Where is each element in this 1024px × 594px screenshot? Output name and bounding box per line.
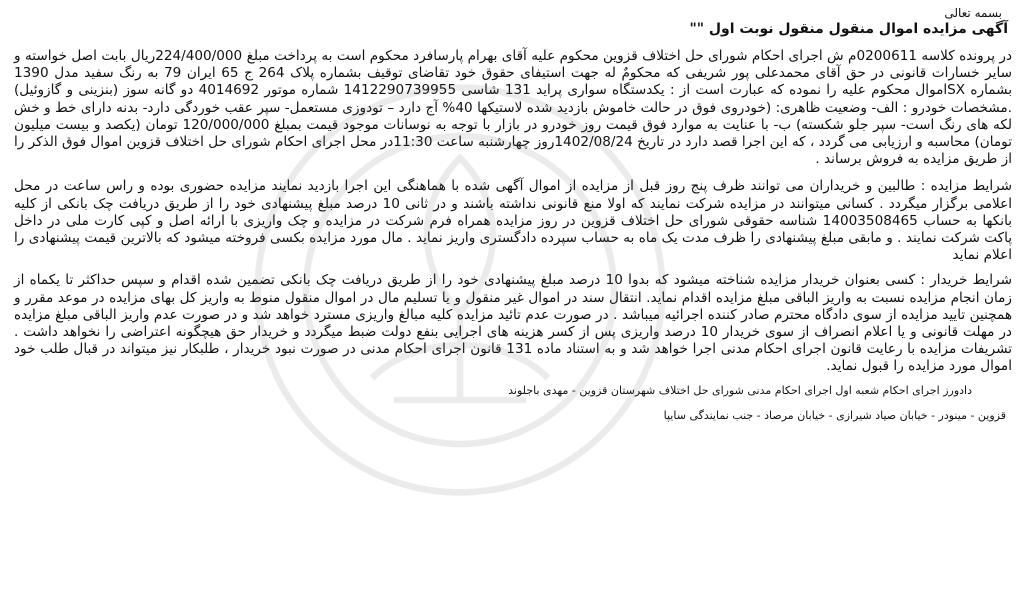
auction-conditions-paragraph: شرایط مزایده : طالبین و خریداران می توانند ظرف پنج روز قبل از مزایده از اموال آگهی شده با هماهنگی این اجرا بازدید نمایند مزایده حضوری بوده و راس ساعت در محل اعلامی برگزار میگردد . کسانی میتوانند در مزایده شرکت نمایند که اولا منع قانونی نداشته باشند و در ثانی 10 درصد مبلغ پیشنهادی خود را از طریق دریافت چک بانکی از کلیه بانکها به حساب 14003508465 شناسه حقوقی شورای حل اختلاف قزوین در روز مزایده همراه فرم شرکت در مزایده و چک واریزی با ارائه اصل و کپی کارت ملی در داخل پاکت شرکت نمایند . و مابقی مبلغ پیشنهادی را ظرف مدت یک ماه به حساب سپرده دادگستری واریز نماید . مال مورد مزایده بکسی فروخته میشود که بالاترین قیمت پیشنهادی را اعلام نماید: [14, 178, 1012, 264]
buyer-conditions-paragraph: شرایط خریدار : کسی بعنوان خریدار مزایده شناخته میشود که بدوا 10 درصد مبلغ پیشنهادی خود را از طریق دریافت چک بانکی تضمین شده اقدام و سپس حداکثر تا یکماه از زمان انجام مزایده نسبت به واریز الباقی مبلغ مزایده اقدام نماید. انتقال سند در اموال غیر منقول و یا تسلیم مال در اموال منقول منوط به واریز کل بهای مزایده در موعد مقرر و همچنین تایید مزایده از سوی دادگاه محترم صادر کننده اجرائیه میباشد . در صورت عدم تائید مزایده کلیه مبالغ واریزی مسترد خواهد شد و در صورت عدم واریز الباقی مبلغ مزایده در مهلت قانونی و یا اعلام انصراف از سوی خریدار 10 درصد واریزی پس از کسر هزینه های اجرایی بنفع دولت ضبط میگردد و خریدار حق هیچگونه اعتراضی را نخواهد داشت . تشریفات مزایده با رعایت قانون اجرای احکام مدنی اجرا خواهد شد و به استناد ماده 131 قانون اجرای احکام مدنی در صورت نبود خریدار ، طلبکار نیز میتواند در قبال طلب خود اموال مورد مزایده را قبول نماید.: [14, 272, 1012, 375]
invocation: بسمه تعالی: [944, 6, 1002, 20]
case-paragraph: در پرونده کلاسه 0200611م ش اجرای احکام شورای حل اختلاف قزوین محکوم علیه آقای بهرام پارسافرد محکوم است به پرداخت مبلغ 224/400/000ریال بابت اصل خواسته و سایر خسارات قانونی در حق آقای محمدعلی پور شریفی که محکومٌ له جهت استیفای حقوق خود تقاضای توقیف بشماره پلاک 264 ج 65 ایران 79 به رنگ سفید مدل 1390 بشماره SXاموال محکوم علیه را نموده که عبارت است از : یکدستگاه سواری پراید 131 شاسی 1412290739955 شماره موتور 4014692 دو گانه سوز (بنزینی و گازوئیل) .مشخصات خودرو : الف- وضعیت ظاهری: (خودروی فوق در حالت خاموش بازدید شده لاستیکها 40% آج دارد – تودوزی مستعمل- سپر عقب خوردگی دارد- بدنه دارای خط و خش لکه های رنگ است- سپر جلو شکسته) ب- با عنایت به موارد فوق قیمت روز خودرو در بازار با توجه به نوسانات موجود قیمت بمبلغ 120/000/000 تومان (یکصد و بیست میلیون تومان) محاسبه و ارزیابی می گردد ، که این اجرا قصد دارد در تاریخ 1402/08/24روز چهارشنبه ساعت 11:30در محل اجرای احکام شورای حل اختلاف قزوین اموال فوق الذکر را از طریق مزایده به فروش برساند .: [14, 48, 1013, 168]
signature-line: دادورز اجرای احکام شعبه اول اجرای احکام مدنی شورای حل اختلاف شهرستان قزوین - مهدی باجلوند: [508, 383, 972, 397]
notice-title: آگهی مزایده اموال منقول منقول نوبت اول "": [689, 21, 1008, 37]
address-line: قزوین - مینودر - خیابان صیاد شیرازی - خیابان مرصاد - جنب نمایندگی سایپا: [663, 408, 1006, 422]
